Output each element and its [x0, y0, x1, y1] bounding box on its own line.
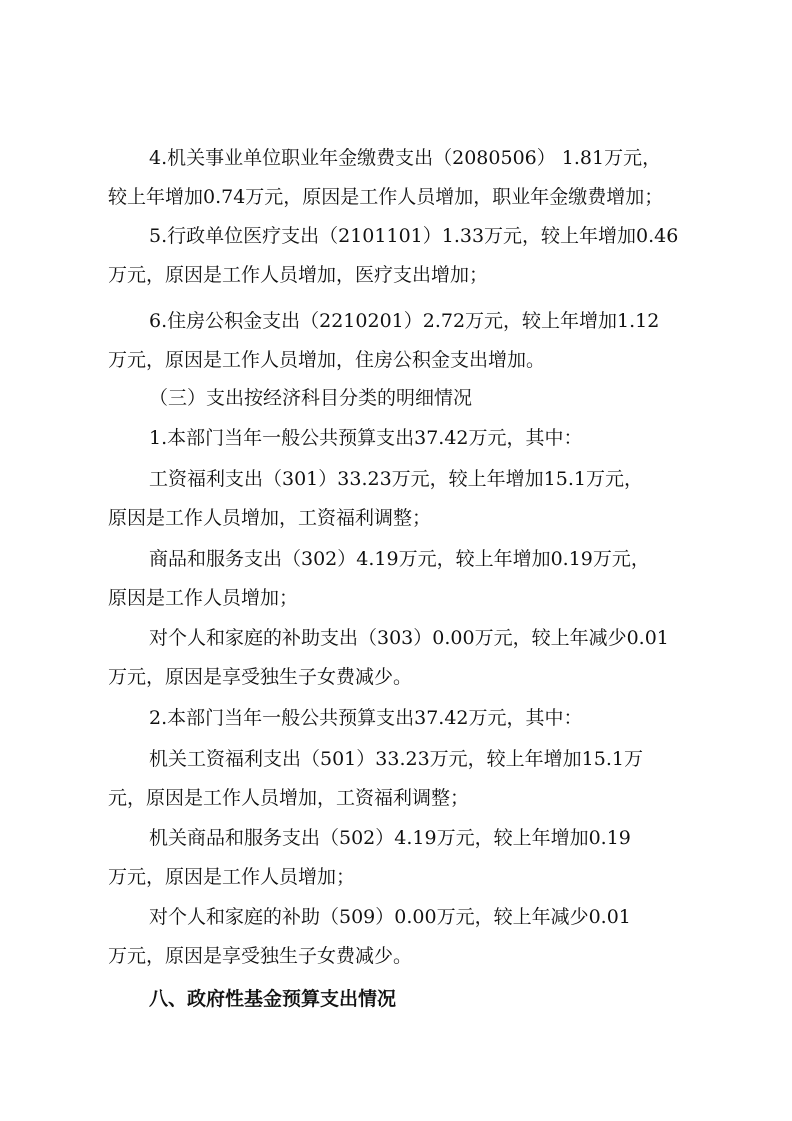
- paragraph-line: 万元，原因是工作人员增加，医疗支出增加；: [108, 264, 489, 286]
- section-subheading: （三）支出按经济科目分类的明细情况: [149, 387, 473, 409]
- paragraph-line: 万元，原因是工作人员增加；: [108, 866, 356, 888]
- paragraph-line: 对个人和家庭的补助（509）0.00万元，较上年减少0.01: [149, 906, 631, 928]
- paragraph-line: 工资福利支出（301）33.23万元，较上年增加15.1万元，: [149, 468, 643, 490]
- paragraph-line: 2.本部门当年一般公共预算支出37.42万元，其中：: [149, 707, 583, 729]
- paragraph-line: 5.行政单位医疗支出（2101101）1.33万元，较上年增加0.46: [149, 225, 679, 247]
- paragraph-line: 较上年增加0.74万元，原因是工作人员增加，职业年金缴费增加；: [108, 186, 664, 208]
- paragraph-line: 万元，原因是享受独生子女费减少。: [108, 666, 413, 688]
- paragraph-line: 机关工资福利支出（501）33.23万元，较上年增加15.1万: [149, 748, 643, 770]
- paragraph-line: 1.本部门当年一般公共预算支出37.42万元，其中：: [149, 427, 583, 449]
- paragraph-line: 机关商品和服务支出（502）4.19万元，较上年增加0.19: [149, 827, 631, 849]
- paragraph-line: 商品和服务支出（302）4.19万元，较上年增加0.19万元，: [149, 548, 650, 570]
- paragraph-line: 元，原因是工作人员增加，工资福利调整；: [108, 787, 470, 809]
- paragraph-line: 对个人和家庭的补助支出（303）0.00万元，较上年减少0.01: [149, 627, 669, 649]
- paragraph-line: 万元，原因是享受独生子女费减少。: [108, 945, 413, 967]
- paragraph-line: 4.机关事业单位职业年金缴费支出（2080506） 1.81万元，: [149, 147, 662, 169]
- paragraph-line: 6.住房公积金支出（2210201）2.72万元，较上年增加1.12: [149, 310, 660, 332]
- paragraph-line: 万元，原因是工作人员增加，住房公积金支出增加。: [108, 349, 546, 371]
- paragraph-line: 原因是工作人员增加；: [108, 587, 299, 609]
- paragraph-line: 原因是工作人员增加，工资福利调整；: [108, 507, 432, 529]
- section-heading: 八、政府性基金预算支出情况: [149, 988, 397, 1010]
